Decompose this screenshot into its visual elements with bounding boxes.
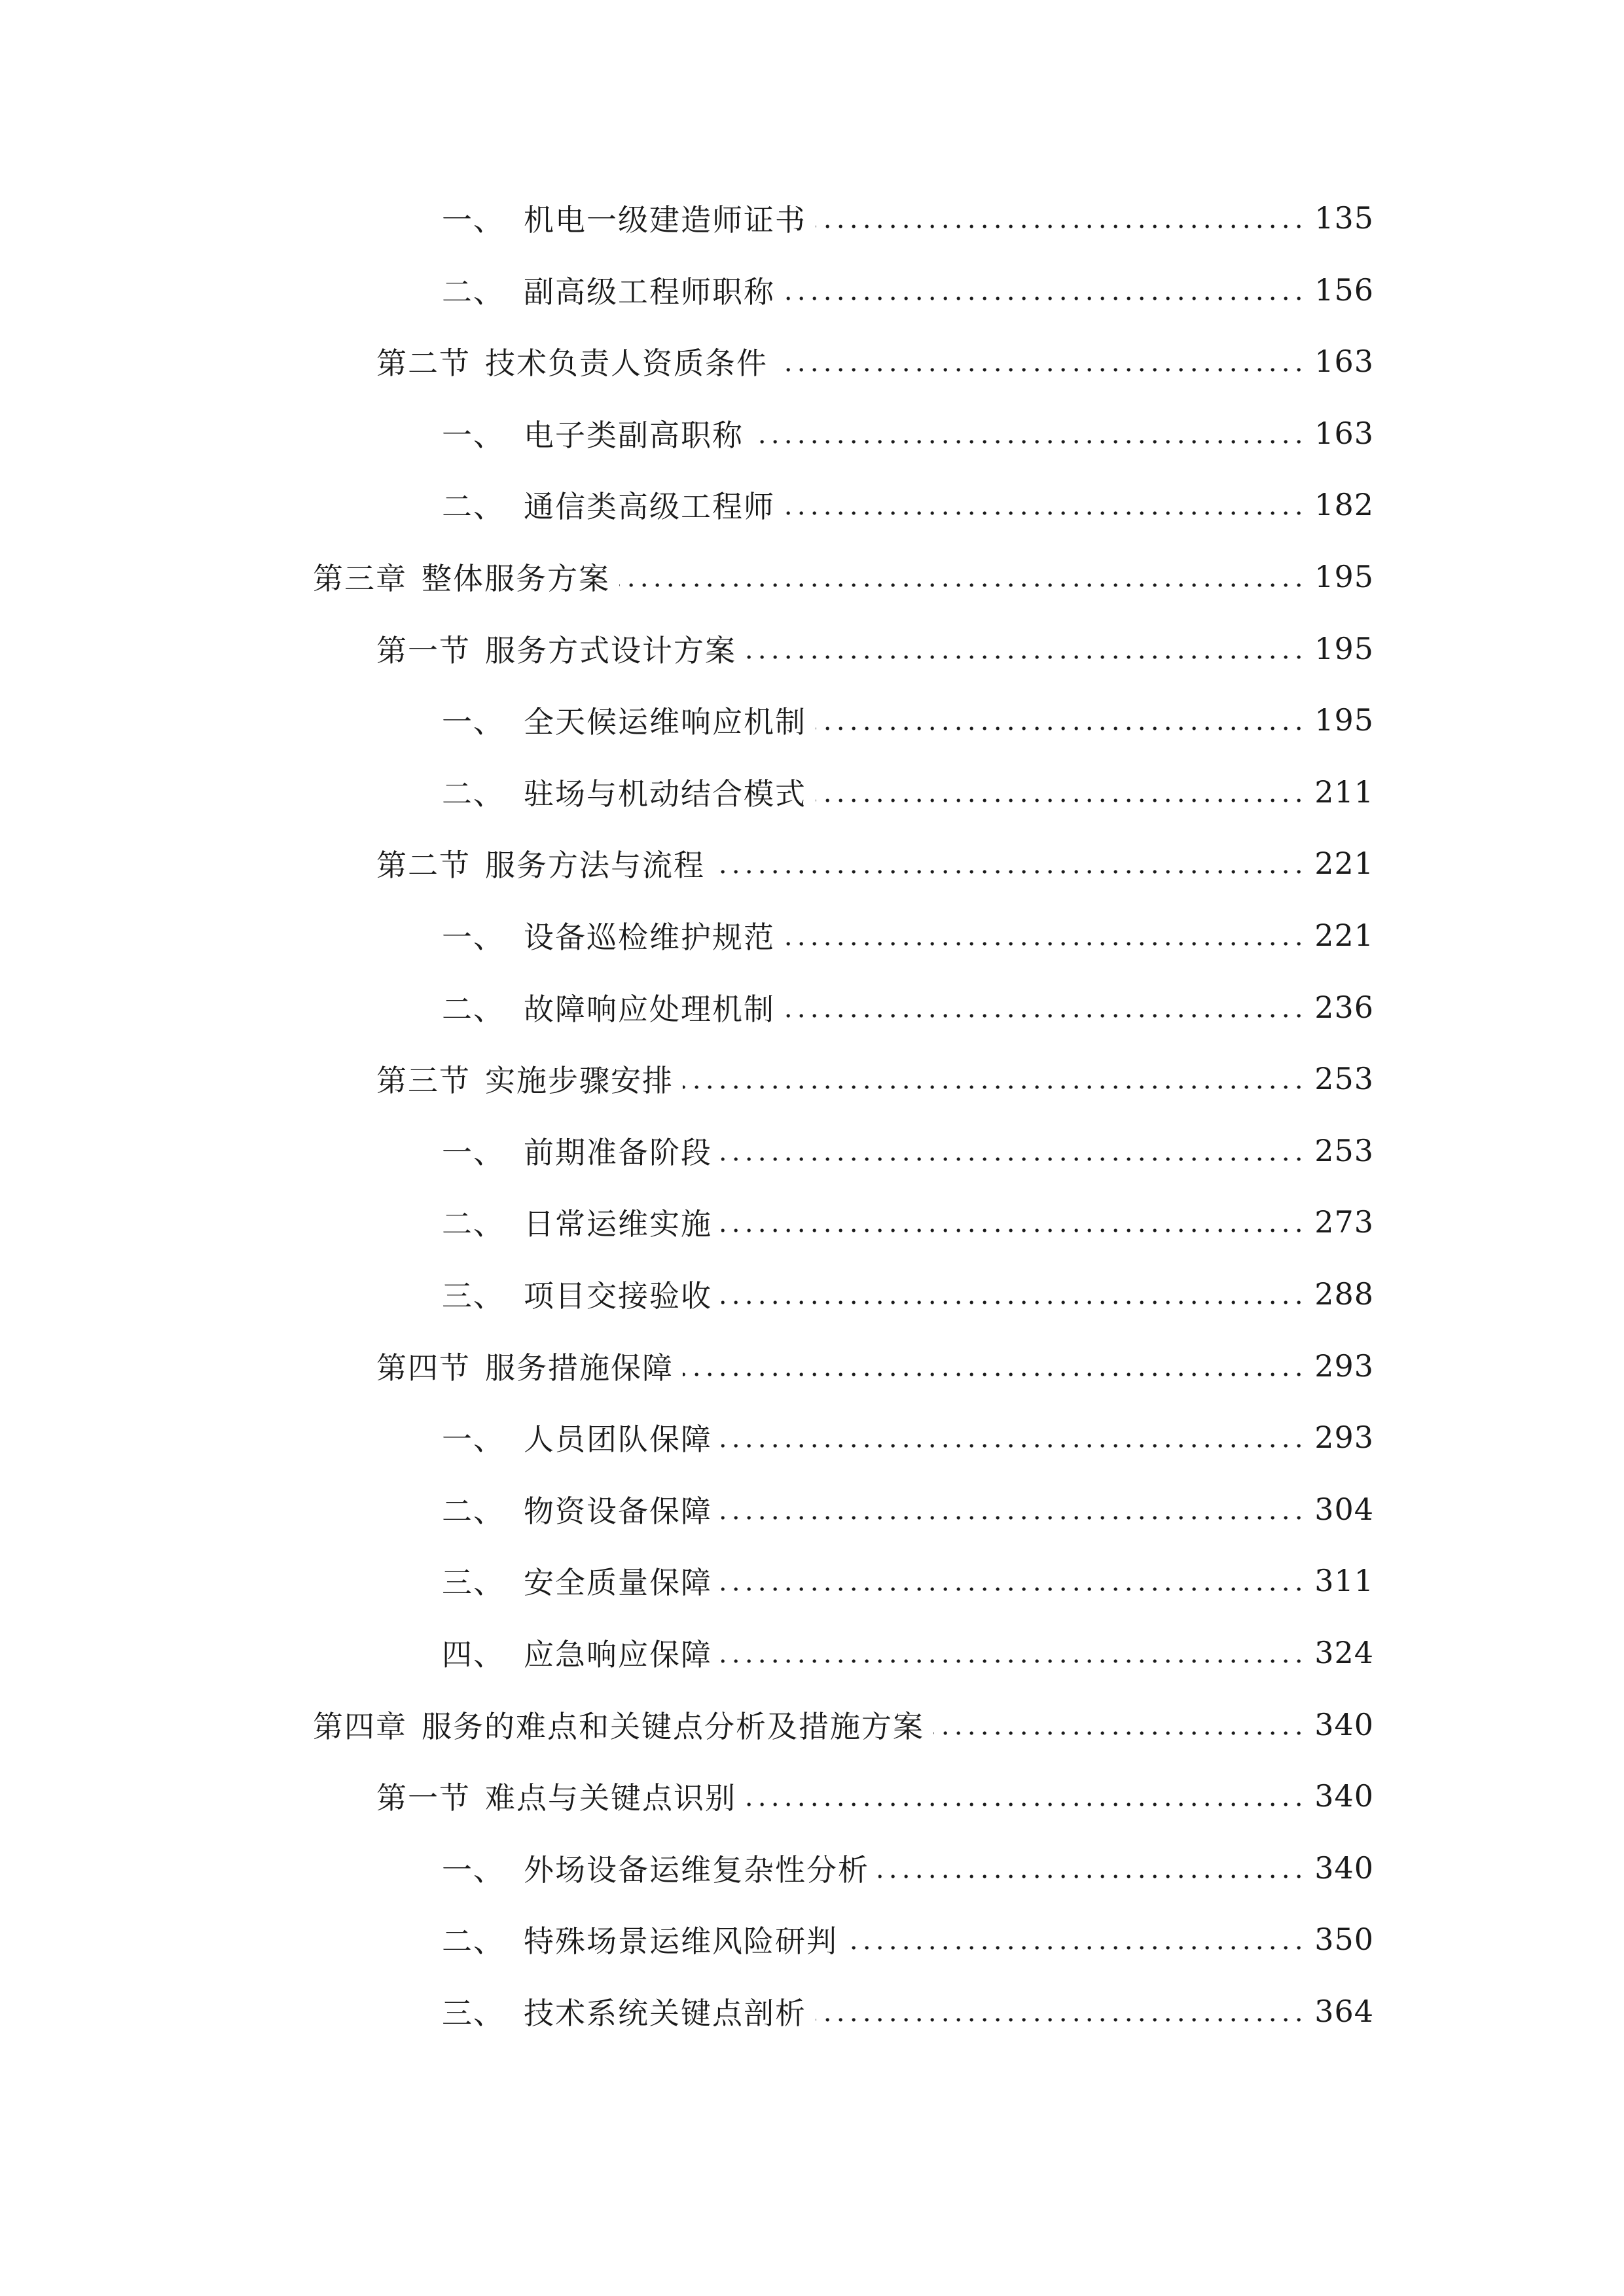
dot-leader (683, 1372, 1305, 1376)
toc-entry-page-number: 135 (1314, 200, 1374, 236)
dot-leader (714, 870, 1305, 874)
toc-entry[interactable] (442, 1115, 1374, 1187)
toc-entry-number: 三、 (442, 1278, 505, 1314)
toc-entry-number: 一、 (442, 1134, 505, 1170)
toc-entry-title: 实施步骤安排 (485, 1063, 674, 1099)
dot-leader (784, 511, 1305, 515)
toc-entry[interactable] (442, 756, 1374, 828)
toc-entry-number: 第一节 (376, 1780, 471, 1816)
toc-entry-title: 应急响应保障 (524, 1637, 712, 1672)
dot-leader (878, 1874, 1305, 1878)
toc-entry-title: 全天候运维响应机制 (524, 704, 806, 740)
toc-entry-number: 第四章 (313, 1708, 407, 1744)
toc-entry[interactable] (442, 397, 1374, 469)
toc-entry-page-number: 304 (1314, 1491, 1374, 1527)
toc-entry-number: 四、 (442, 1637, 505, 1672)
toc-entry-number: 三、 (442, 1996, 505, 2031)
toc-entry-page-number: 236 (1314, 989, 1374, 1025)
dot-leader (777, 368, 1305, 372)
toc-entry-page-number: 293 (1314, 1348, 1374, 1384)
toc-entry-title: 外场设备运维复杂性分析 (524, 1852, 869, 1888)
toc-entry-number: 二、 (442, 1924, 505, 1960)
toc-entry[interactable] (376, 827, 1374, 899)
dot-leader (746, 1803, 1305, 1806)
toc-entry[interactable] (442, 469, 1374, 541)
toc-entry-title: 物资设备保障 (524, 1493, 712, 1529)
toc-entry-page-number: 163 (1314, 415, 1374, 451)
dot-leader (721, 1300, 1305, 1304)
toc-entry[interactable] (442, 971, 1374, 1043)
toc-entry-title: 服务的难点和关键点分析及措施方案 (422, 1708, 924, 1744)
toc-entry[interactable] (442, 254, 1374, 326)
toc-entry[interactable] (442, 1903, 1374, 1975)
toc-entry-page-number: 340 (1314, 1850, 1374, 1886)
toc-entry-number: 一、 (442, 202, 505, 238)
toc-entry-page-number: 293 (1314, 1420, 1374, 1456)
toc-entry-page-number: 340 (1314, 1778, 1374, 1814)
toc-entry[interactable] (442, 1186, 1374, 1258)
toc-entry-title: 服务措施保障 (485, 1350, 674, 1386)
dot-leader (721, 1659, 1305, 1663)
toc-entry[interactable] (442, 182, 1374, 254)
toc-entry[interactable] (442, 1975, 1374, 2047)
toc-entry-number: 二、 (442, 489, 505, 525)
toc-entry[interactable] (376, 325, 1374, 397)
toc-entry-page-number: 364 (1314, 1994, 1374, 2029)
toc-entry-page-number: 211 (1314, 774, 1374, 810)
toc-entry-page-number: 221 (1314, 918, 1374, 953)
toc-entry-title: 设备巡检维护规范 (524, 920, 775, 955)
toc-entry-title: 副高级工程师职称 (524, 274, 775, 310)
toc-entry-page-number: 350 (1314, 1922, 1374, 1958)
toc-entry-number: 二、 (442, 274, 505, 310)
dot-leader (683, 1085, 1305, 1089)
dot-leader (721, 1157, 1305, 1161)
dot-leader (816, 224, 1305, 228)
toc-entry[interactable] (313, 1689, 1374, 1761)
toc-entry[interactable] (442, 1545, 1374, 1617)
toc-entry[interactable] (442, 1258, 1374, 1330)
toc-entry-number: 一、 (442, 704, 505, 740)
toc-entry-number: 第二节 (376, 346, 471, 382)
dot-leader (816, 2018, 1305, 2022)
toc-entry-page-number: 195 (1314, 559, 1374, 594)
dot-leader (619, 583, 1305, 587)
toc-entry-title: 电子类副高职称 (524, 417, 744, 453)
toc-entry[interactable] (313, 541, 1374, 613)
toc-entry-number: 第三节 (376, 1063, 471, 1099)
toc-entry-title: 前期准备阶段 (524, 1134, 712, 1170)
toc-entry-title: 服务方法与流程 (485, 848, 705, 884)
toc-entry-number: 二、 (442, 776, 505, 812)
dot-leader (753, 440, 1305, 444)
toc-entry-page-number: 163 (1314, 344, 1374, 380)
dot-leader (721, 1516, 1305, 1520)
toc-entry-number: 第一节 (376, 632, 471, 668)
toc-entry-title: 安全质量保障 (524, 1565, 712, 1601)
toc-entry-title: 技术系统关键点剖析 (524, 1996, 806, 2031)
toc-entry[interactable] (376, 1043, 1374, 1115)
dot-leader (721, 1444, 1305, 1448)
toc-entry-title: 难点与关键点识别 (485, 1780, 736, 1816)
dot-leader (784, 1014, 1305, 1018)
toc-entry-page-number: 221 (1314, 846, 1374, 882)
toc-entry-number: 第二节 (376, 848, 471, 884)
toc-entry-title: 通信类高级工程师 (524, 489, 775, 525)
toc-entry[interactable] (442, 1401, 1374, 1473)
toc-entry-title: 日常运维实施 (524, 1206, 712, 1242)
toc-entry[interactable] (442, 1617, 1374, 1689)
toc-entry[interactable] (442, 899, 1374, 971)
toc-entry-number: 一、 (442, 920, 505, 955)
toc-entry-number: 一、 (442, 1422, 505, 1458)
toc-entry[interactable] (376, 613, 1374, 685)
toc-entry-title: 整体服务方案 (422, 561, 610, 596)
dot-leader (721, 1587, 1305, 1591)
toc-entry-number: 二、 (442, 1493, 505, 1529)
toc-entry-number: 一、 (442, 417, 505, 453)
toc-entry-title: 驻场与机动结合模式 (524, 776, 806, 812)
toc-entry-number: 一、 (442, 1852, 505, 1888)
toc-entry-page-number: 311 (1314, 1563, 1374, 1599)
toc-entry-page-number: 253 (1314, 1061, 1374, 1097)
toc-entry-title: 特殊场景运维风险研判 (524, 1924, 838, 1960)
toc-entry-page-number: 288 (1314, 1276, 1374, 1312)
toc-entry-number: 二、 (442, 1206, 505, 1242)
toc-entry-title: 机电一级建造师证书 (524, 202, 806, 238)
toc-entry[interactable] (442, 684, 1374, 756)
toc-entry-page-number: 253 (1314, 1132, 1374, 1168)
toc-entry[interactable] (442, 1473, 1374, 1545)
toc-entry-number: 第三章 (313, 561, 407, 596)
toc-entry-title: 人员团队保障 (524, 1422, 712, 1458)
toc-entry-page-number: 273 (1314, 1204, 1374, 1240)
toc-entry[interactable] (442, 1832, 1374, 1904)
toc-entry-page-number: 340 (1314, 1706, 1374, 1742)
toc-entry-page-number: 195 (1314, 630, 1374, 666)
dot-leader (784, 942, 1305, 946)
dot-leader (816, 798, 1305, 802)
toc-entry-title: 项目交接验收 (524, 1278, 712, 1314)
dot-leader (784, 296, 1305, 300)
toc-entry[interactable] (376, 1330, 1374, 1402)
toc-entry-title: 技术负责人资质条件 (485, 346, 768, 382)
toc-entry[interactable] (376, 1760, 1374, 1832)
toc-entry-page-number: 182 (1314, 487, 1374, 523)
toc-entry-title: 服务方式设计方案 (485, 632, 736, 668)
dot-leader (847, 1946, 1305, 1950)
toc-entry-page-number: 195 (1314, 702, 1374, 738)
toc-entry-number: 二、 (442, 991, 505, 1027)
toc-entry-page-number: 324 (1314, 1635, 1374, 1670)
toc-entry-number: 三、 (442, 1565, 505, 1601)
dot-leader (746, 655, 1305, 659)
toc-entry-page-number: 156 (1314, 272, 1374, 308)
toc-entry-title: 故障响应处理机制 (524, 991, 775, 1027)
toc-entry-number: 第四节 (376, 1350, 471, 1386)
dot-leader (816, 726, 1305, 730)
dot-leader (721, 1229, 1305, 1232)
dot-leader (933, 1731, 1305, 1735)
